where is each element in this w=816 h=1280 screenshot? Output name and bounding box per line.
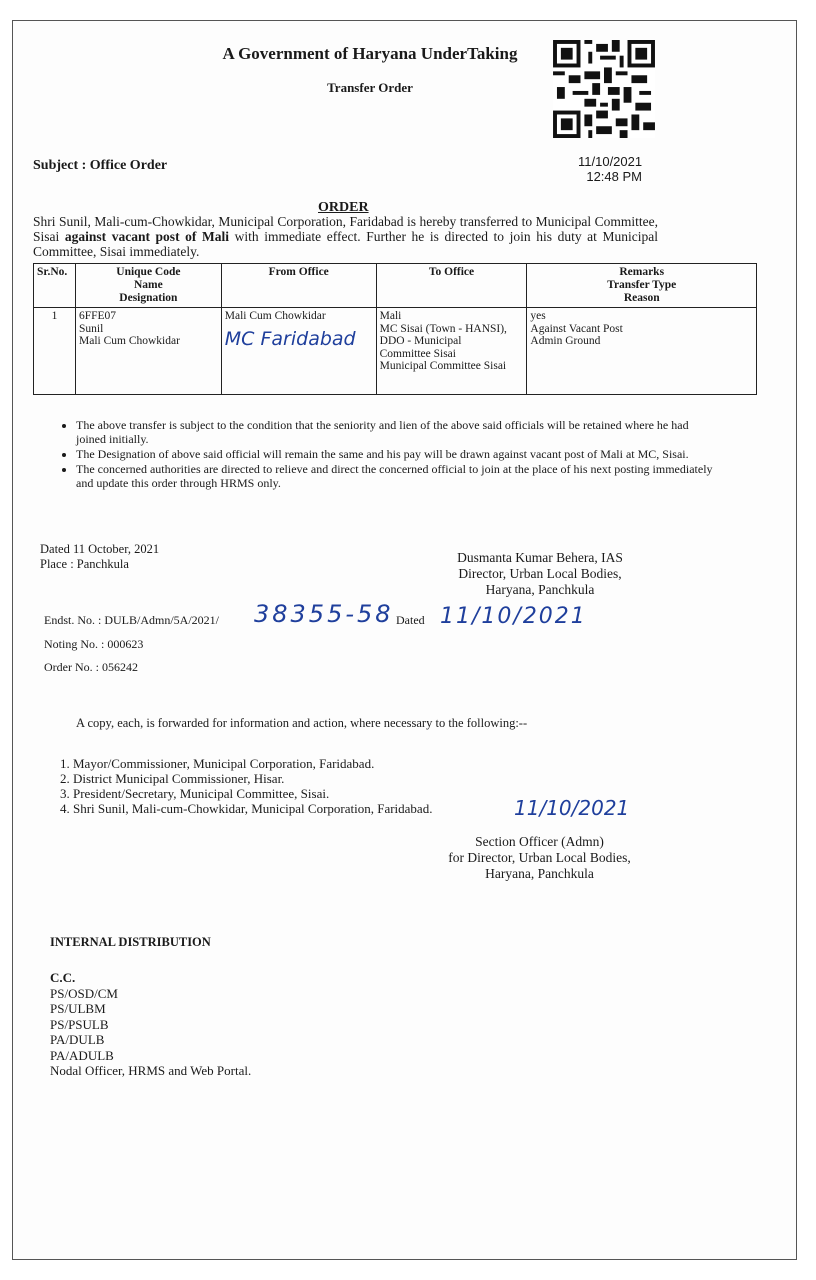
cell-from-office: Mali Cum Chowkidar MC Faridabad <box>221 308 376 395</box>
signatory-name: Dusmanta Kumar Behera, IAS <box>457 550 623 565</box>
table-row <box>34 308 757 395</box>
condition-item: • The concerned authorities are directed to relieve and direct the concerned official to join at the place of his next posting immediately and update this order through HRMS only. <box>76 462 716 490</box>
cc-item: PS/PSULB <box>50 1016 109 1032</box>
cc-item: PS/ULBM <box>50 1001 106 1016</box>
subject-line: Subject : Office Order <box>33 158 168 173</box>
cell-code-name-designation: 6FFE07 Sunil Mali Cum Chowkidar <box>75 308 221 395</box>
order-datetime <box>578 154 642 184</box>
cc-item: Nodal Officer, HRMS and Web Portal. <box>50 1063 252 1078</box>
cc-item: PA/DULB <box>50 1032 105 1047</box>
header-remarks: Remarks Transfer Type Reason <box>527 264 757 308</box>
order-heading: ORDER <box>318 200 369 215</box>
cell-remarks: yes Against Vacant Post Admin Ground <box>527 308 757 395</box>
handwritten-from-office: MC Faridabad <box>224 327 356 350</box>
dated-place <box>40 542 159 572</box>
order-text-bold: against vacant post of Mali <box>64 229 229 244</box>
signatory-designation: Director, Urban Local Bodies, <box>458 566 622 581</box>
table-header-row <box>34 264 757 308</box>
conditions-list <box>40 418 716 491</box>
condition-item: • The above transfer is subject to the condition that the seniority and lien of the above said officials will be retained where he had joined initially. <box>76 418 716 446</box>
cc-heading: C.C. <box>50 970 76 985</box>
transfer-table <box>33 263 757 395</box>
cc-item: PA/ADULB <box>50 1047 114 1063</box>
order-time: 12:48 PM <box>586 169 642 184</box>
header-sr-no: Sr.No. <box>34 264 76 308</box>
section-officer-location: Haryana, Panchkula <box>485 866 594 881</box>
order-date: 11/10/2021 <box>578 154 643 169</box>
recipient-item: 1. Mayor/Commissioner, Municipal Corporation, Faridabad. <box>73 756 633 771</box>
cell-to-office: Mali MC Sisai (Town - HANSI), DDO - Municipal Committee Sisai Municipal Committee Sisai <box>376 308 527 395</box>
recipient-item: 3. President/Secretary, Municipal Committee, Sisai. <box>73 786 633 801</box>
recipient-item: 4. Shri Sunil, Mali-cum-Chowkidar, Municipal Corporation, Faridabad. <box>73 801 633 816</box>
handwritten-endorsement-date: 11/10/2021 <box>440 604 587 629</box>
endorsement-dated-label: Dated <box>396 613 425 627</box>
signatory-location: Haryana, Panchkula <box>485 582 595 597</box>
handwritten-initials-date: 11/10/2021 <box>514 796 630 820</box>
header-from-office: From Office <box>221 264 376 308</box>
document-subtitle: Transfer Order <box>327 80 413 95</box>
cell-sr-no: 1 <box>34 308 76 395</box>
header-code-name-designation: Unique Code Name Designation <box>75 264 221 308</box>
order-text-part1: Shri Sunil, Mali-cum-Chowkidar, Municipal Corporation, Faridabad is hereby transferred to Municipal Committee, Sisai <box>33 214 658 244</box>
place-line: Place : Panchkula <box>40 557 129 571</box>
handwritten-endorsement-number: 38355-58 <box>254 600 394 628</box>
section-officer-signature-block <box>432 834 647 882</box>
order-number: Order No. : 056242 <box>44 660 138 674</box>
section-officer-title: Section Officer (Admn) <box>475 834 604 849</box>
header-to-office: To Office <box>376 264 527 308</box>
order-text-part2: with immediate effect. Further he is directed to join his duty at Municipal Committee, Sisai immediately. <box>33 229 659 259</box>
recipient-item: 2. District Municipal Commissioner, Hisar. <box>73 771 633 786</box>
endorsement-label: Endst. No. : DULB/Admn/5A/2021/ <box>44 613 220 627</box>
cc-item: PS/OSD/CM <box>50 985 118 1001</box>
order-paragraph <box>33 214 658 259</box>
condition-item: • The Designation of above said official will remain the same and his pay will be drawn against vacant post of Mali at MC, Sisai. <box>76 447 716 461</box>
qr-code-icon <box>552 40 656 138</box>
cc-list <box>50 970 251 1079</box>
internal-distribution-heading: INTERNAL DISTRIBUTION <box>50 935 211 949</box>
copy-forward-text: A copy, each, is forwarded for information and action, where necessary to the following:-- <box>76 716 528 730</box>
noting-number: Noting No. : 000623 <box>44 637 144 651</box>
document-title: A Government of Haryana UnderTaking <box>222 44 518 63</box>
section-officer-for: for Director, Urban Local Bodies, <box>448 850 631 865</box>
director-signature-block <box>440 550 640 598</box>
dated-line: Dated 11 October, 2021 <box>40 542 160 556</box>
